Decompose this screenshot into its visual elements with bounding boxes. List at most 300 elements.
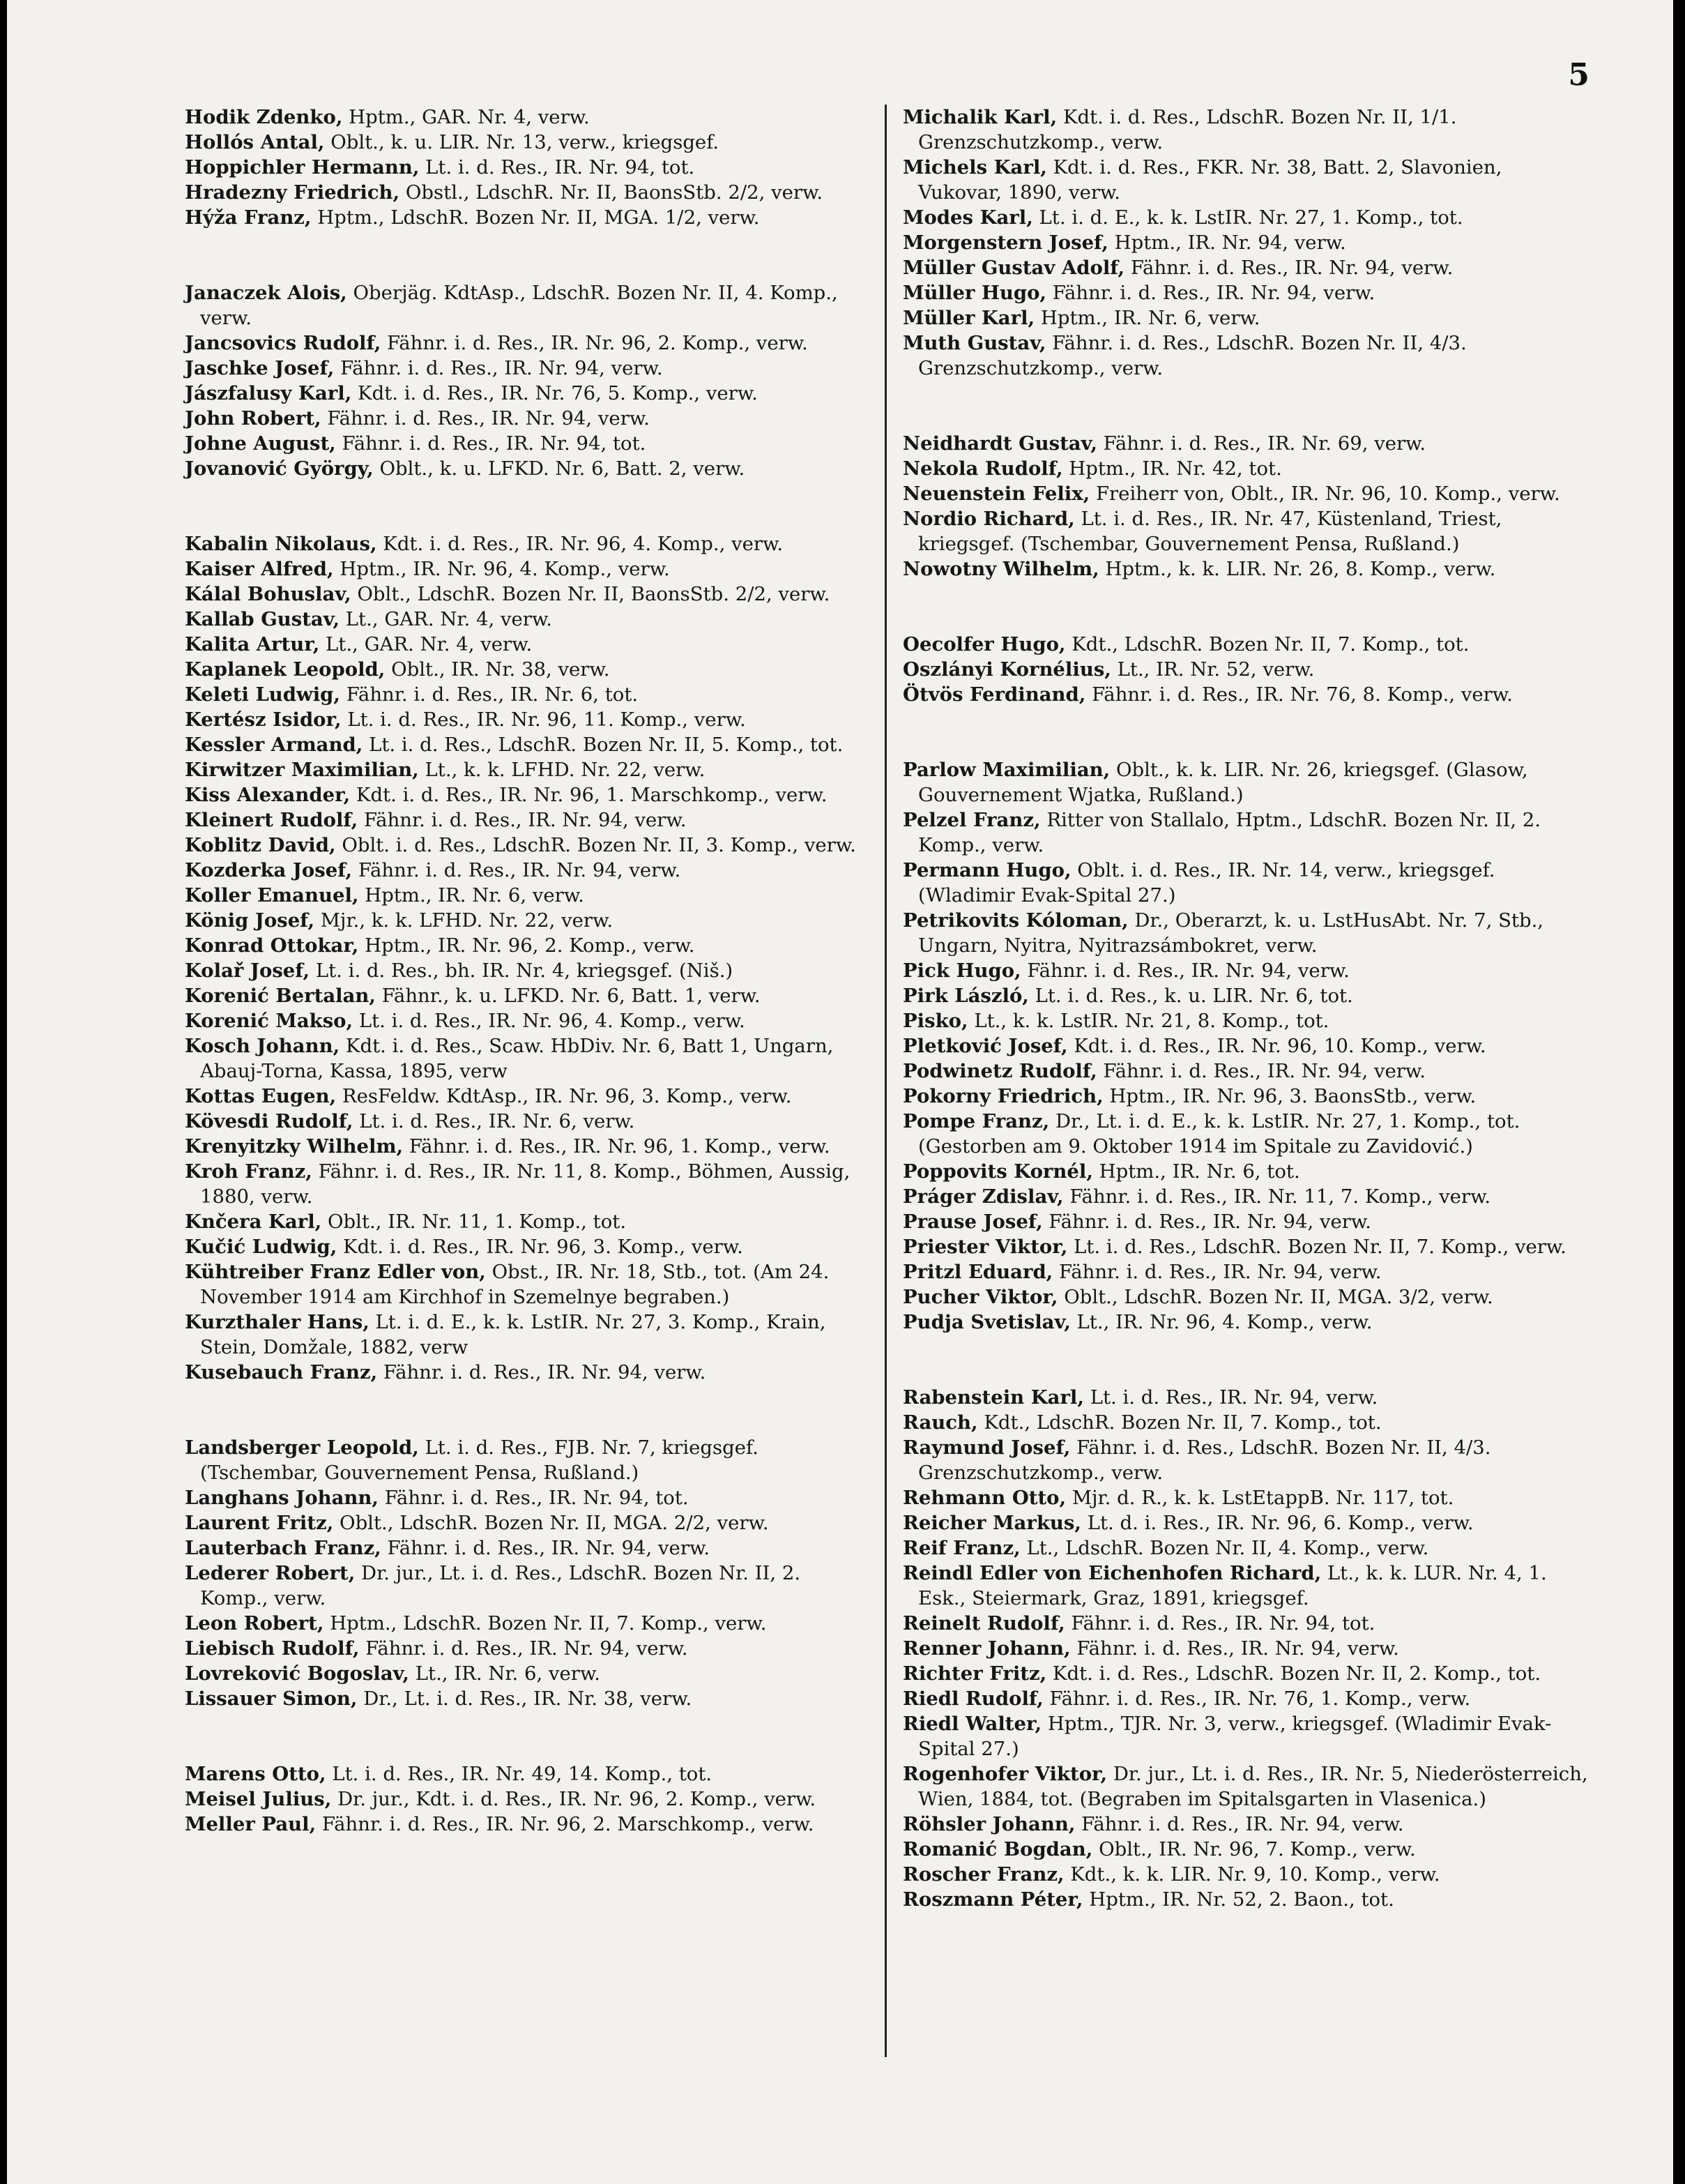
entry-details: Lt. i. d. Res., IR. Nr. 47, Küstenland, Triest, kriegsgef. (Tschembar, Gouvernement Pensa, Rußland.) — [918, 508, 1502, 555]
list-entry — [185, 1008, 871, 1033]
list-entry — [185, 883, 871, 908]
list-entry — [185, 933, 871, 958]
list-entry — [903, 1209, 1589, 1234]
entry-details: Fähnr. i. d. Res., IR. Nr. 94, verw. — [363, 809, 687, 831]
list-entry — [185, 356, 871, 381]
entry-details: Fähnr. i. d. Res., IR. Nr. 96, 2. Marschkomp., verw. — [321, 1813, 814, 1835]
entry-name: Jaschke Josef, — [185, 357, 335, 379]
list-entry — [185, 1209, 871, 1234]
entry-name: Práger Zdislav, — [903, 1185, 1064, 1208]
entry-name: Landsberger Leopold, — [185, 1436, 419, 1459]
entry-name: Koblitz David, — [185, 834, 336, 856]
entry-name: Nordio Richard, — [903, 508, 1075, 530]
entry-details: Oblt., LdschR. Bozen Nr. II, MGA. 2/2, verw. — [340, 1512, 769, 1534]
entry-details: Fähnr. i. d. Res., IR. Nr. 94, tot. — [1071, 1612, 1375, 1635]
list-entry — [903, 908, 1589, 958]
list-entry — [185, 1510, 871, 1535]
entry-details: Fähnr. i. d. Res., IR. Nr. 94, verw. — [1049, 1211, 1371, 1233]
entry-details: Kdt. i. d. Res., IR. Nr. 96, 10. Komp., verw. — [1074, 1035, 1486, 1057]
entry-details: Fähnr. i. d. Res., IR. Nr. 94, verw. — [327, 407, 650, 430]
list-entry — [903, 1033, 1589, 1059]
list-entry — [903, 1761, 1589, 1812]
list-entry — [185, 607, 871, 632]
list-entry — [185, 1033, 871, 1084]
list-entry — [903, 1435, 1589, 1485]
entry-name: Krenyitzky Wilhelm, — [185, 1135, 404, 1158]
entry-name: Modes Karl, — [903, 206, 1033, 229]
list-entry — [185, 1109, 871, 1134]
entry-details: Obstl., LdschR. Nr. II, BaonsStb. 2/2, verw. — [405, 181, 823, 204]
list-entry — [903, 1862, 1589, 1887]
section-gap — [903, 707, 1589, 757]
list-entry — [185, 1761, 871, 1787]
entry-name: Knčera Karl, — [185, 1211, 322, 1233]
list-entry — [903, 983, 1589, 1008]
entry-details: Hptm., IR. Nr. 6, verw. — [1040, 307, 1260, 329]
entry-details: Lt. i. d. Res., IR. Nr. 6, verw. — [359, 1110, 635, 1132]
list-entry — [185, 1134, 871, 1159]
entry-name: Permann Hugo, — [903, 859, 1072, 881]
list-entry — [903, 481, 1589, 506]
entry-name: Rabenstein Karl, — [903, 1386, 1084, 1409]
list-entry — [185, 858, 871, 883]
entry-name: Neuenstein Felix, — [903, 483, 1090, 505]
entry-name: Lissauer Simon, — [185, 1688, 358, 1710]
list-entry — [903, 255, 1589, 280]
entry-name: Pelzel Franz, — [903, 809, 1041, 831]
list-entry — [185, 632, 871, 657]
entry-details: Oblt., LdschR. Bozen Nr. II, MGA. 3/2, verw. — [1064, 1286, 1493, 1308]
entry-name: Roszmann Péter, — [903, 1888, 1083, 1911]
entry-name: Kalita Artur, — [185, 633, 320, 655]
entry-details: Freiherr von, Oblt., IR. Nr. 96, 10. Komp., verw. — [1095, 483, 1560, 505]
list-entry — [185, 331, 871, 356]
list-entry — [185, 431, 871, 456]
list-entry — [903, 305, 1589, 331]
entry-name: Pudja Svetislav, — [903, 1311, 1071, 1333]
entry-details: Oblt., IR. Nr. 96, 7. Komp., verw. — [1099, 1838, 1416, 1860]
entry-name: Roscher Franz, — [903, 1863, 1065, 1886]
list-entry — [185, 958, 871, 983]
list-entry — [185, 1435, 871, 1485]
entry-name: Jászfalusy Karl, — [185, 382, 352, 404]
entry-details: Fähnr. i. d. Res., IR. Nr. 94, tot. — [342, 432, 646, 455]
entry-name: Jovanović György, — [185, 457, 374, 480]
list-entry — [185, 782, 871, 807]
entry-details: Lt. d. i. Res., IR. Nr. 96, 6. Komp., verw. — [1087, 1512, 1474, 1534]
entry-details: Lt. i. d. Res., LdschR. Bozen Nr. II, 5. Komp., tot. — [369, 734, 844, 756]
column-divider — [885, 105, 887, 2057]
entry-details: Kdt. i. d. Res., IR. Nr. 96, 4. Komp., verw. — [383, 533, 784, 555]
entry-name: Morgenstern Josef, — [903, 232, 1108, 254]
entry-name: Müller Hugo, — [903, 282, 1047, 304]
list-entry — [185, 1561, 871, 1611]
entry-name: Kaiser Alfred, — [185, 558, 334, 580]
list-entry — [903, 1410, 1589, 1435]
entry-name: Oecolfer Hugo, — [903, 633, 1066, 655]
list-entry — [903, 280, 1589, 305]
entry-name: König Josef, — [185, 909, 315, 932]
list-entry — [903, 1008, 1589, 1033]
section-gap — [185, 230, 871, 280]
list-entry — [185, 908, 871, 933]
list-entry — [903, 105, 1589, 155]
entry-details: Lt. i. d. Res., IR. Nr. 49, 14. Komp., tot. — [332, 1763, 712, 1785]
entry-name: Jancsovics Rudolf, — [185, 332, 381, 354]
entry-details: Ritter von Stallalo, Hptm., LdschR. Bozen Nr. II, 2. Komp., verw. — [918, 809, 1541, 856]
entry-name: Korenić Bertalan, — [185, 985, 376, 1007]
list-entry — [903, 1234, 1589, 1259]
entry-name: Keleti Ludwig, — [185, 683, 340, 706]
entry-details: Fähnr. i. d. Res., IR. Nr. 94, verw. — [1059, 1261, 1382, 1283]
list-entry — [185, 1259, 871, 1310]
entry-name: Muth Gustav, — [903, 332, 1046, 354]
entry-name: Pirk László, — [903, 985, 1029, 1007]
list-entry — [903, 1485, 1589, 1510]
entry-details: Fähnr. i. d. Res., IR. Nr. 94, verw. — [383, 1361, 706, 1383]
entry-name: Lauterbach Franz, — [185, 1537, 381, 1559]
entry-details: Fähnr. i. d. Res., IR. Nr. 94, verw. — [1103, 1060, 1426, 1082]
entry-name: Raymund Josef, — [903, 1436, 1071, 1459]
entry-name: Kosch Johann, — [185, 1035, 340, 1057]
list-entry — [903, 958, 1589, 983]
entry-details: Mjr., k. k. LFHD. Nr. 22, verw. — [320, 909, 613, 932]
entry-name: Janaczek Alois, — [185, 282, 347, 304]
list-entry — [185, 155, 871, 180]
entry-name: Korenić Makso, — [185, 1010, 353, 1032]
entry-name: Kusebauch Franz, — [185, 1361, 378, 1383]
entry-details: Hptm., IR. Nr. 42, tot. — [1069, 457, 1282, 480]
entry-details: Hptm., IR. Nr. 96, 4. Komp., verw. — [340, 558, 670, 580]
entry-details: Fähnr. i. d. Res., IR. Nr. 11, 7. Komp., verw. — [1069, 1185, 1491, 1208]
list-entry — [903, 1284, 1589, 1310]
entry-details: Mjr. d. R., k. k. LstEtappB. Nr. 117, tot. — [1072, 1487, 1454, 1509]
list-entry — [185, 1310, 871, 1360]
entry-name: Rogenhofer Viktor, — [903, 1763, 1108, 1785]
entry-details: Fähnr. i. d. Res., IR. Nr. 94, verw. — [1052, 282, 1375, 304]
list-entry — [903, 1661, 1589, 1686]
entry-details: Oblt., k. u. LIR. Nr. 13, verw., kriegsgef. — [330, 131, 719, 153]
entry-name: Hollós Antal, — [185, 131, 325, 153]
entry-name: Kleinert Rudolf, — [185, 809, 358, 831]
list-entry — [185, 381, 871, 406]
entry-name: Hoppichler Hermann, — [185, 156, 420, 179]
list-entry — [185, 105, 871, 130]
entry-details: Hptm., LdschR. Bozen Nr. II, MGA. 1/2, verw. — [317, 206, 760, 229]
entry-details: Hptm., IR. Nr. 6, verw. — [365, 884, 584, 907]
section-gap — [903, 1335, 1589, 1385]
entry-name: Hradezny Friedrich, — [185, 181, 400, 204]
section-gap — [185, 1385, 871, 1435]
entry-name: Romanić Bogdan, — [903, 1838, 1093, 1860]
entry-name: Leon Robert, — [185, 1612, 324, 1635]
entry-details: Hptm., LdschR. Bozen Nr. II, 7. Komp., verw. — [330, 1612, 767, 1635]
entry-name: Rauch, — [903, 1411, 978, 1434]
list-entry — [903, 1259, 1589, 1284]
list-entry — [185, 1485, 871, 1510]
section-gap — [185, 1711, 871, 1761]
entry-name: Reindl Edler von Eichenhofen Richard, — [903, 1562, 1322, 1584]
entry-details: Lt. i. d. Res., IR. Nr. 94, tot. — [425, 156, 695, 179]
list-entry — [185, 732, 871, 757]
entry-name: Kirwitzer Maximilian, — [185, 759, 419, 781]
list-entry — [185, 180, 871, 205]
list-entry — [903, 1711, 1589, 1761]
entry-name: Kertész Isidor, — [185, 708, 342, 731]
entry-details: Fähnr. i. d. Res., IR. Nr. 76, 8. Komp., verw. — [1092, 683, 1513, 706]
entry-name: Kallab Gustav, — [185, 608, 340, 630]
entry-details: Kdt., k. k. LIR. Nr. 9, 10. Komp., verw. — [1070, 1863, 1440, 1886]
entry-name: Meisel Julius, — [185, 1788, 332, 1810]
list-entry — [903, 155, 1589, 205]
entry-details: Hptm., IR. Nr. 94, verw. — [1114, 232, 1346, 254]
entry-details: Lt., IR. Nr. 96, 4. Komp., verw. — [1076, 1311, 1373, 1333]
entry-details: Lt., k. k. LFHD. Nr. 22, verw. — [425, 759, 706, 781]
entry-details: Oblt., k. u. LFKD. Nr. 6, Batt. 2, verw. — [379, 457, 745, 480]
entry-name: Pritzl Eduard, — [903, 1261, 1053, 1283]
entry-name: Müller Karl, — [903, 307, 1035, 329]
entry-details: Dr. jur., Lt. i. d. Res., LdschR. Bozen Nr. II, 2. Komp., verw. — [200, 1562, 801, 1609]
entry-details: Lt. i. d. Res., k. u. LIR. Nr. 6, tot. — [1035, 985, 1353, 1007]
entry-name: Kálal Bohuslav, — [185, 583, 351, 605]
entry-details: Oblt. i. d. Res., IR. Nr. 14, verw., kriegsgef. (Wladimir Evak-Spital 27.) — [918, 859, 1495, 907]
entry-name: Oszlányi Kornélius, — [903, 658, 1111, 681]
entry-details: Fähnr. i. d. Res., IR. Nr. 94, verw. — [340, 357, 663, 379]
list-entry — [903, 456, 1589, 481]
entry-name: Langhans Johann, — [185, 1487, 379, 1509]
list-entry — [185, 983, 871, 1008]
entry-details: Fähnr. i. d. Res., IR. Nr. 94, verw. — [365, 1637, 688, 1660]
list-entry — [903, 1109, 1589, 1159]
entry-details: Kdt. i. d. Res., IR. Nr. 96, 3. Komp., verw. — [343, 1236, 743, 1258]
entry-details: Hptm., IR. Nr. 96, 3. BaonsStb., verw. — [1109, 1085, 1477, 1107]
entry-details: Fähnr. i. d. Res., IR. Nr. 94, tot. — [384, 1487, 689, 1509]
entry-name: Renner Johann, — [903, 1637, 1071, 1660]
entry-details: Fähnr. i. d. Res., IR. Nr. 94, verw. — [1081, 1813, 1404, 1835]
entry-details: Lt. i. d. Res., IR. Nr. 94, verw. — [1090, 1386, 1378, 1409]
entry-details: Oblt., IR. Nr. 11, 1. Komp., tot. — [328, 1211, 627, 1233]
entry-details: Fähnr. i. d. Res., IR. Nr. 94, verw. — [1076, 1637, 1399, 1660]
entry-name: Rehmann Otto, — [903, 1487, 1067, 1509]
entry-details: Lt., GAR. Nr. 4, verw. — [345, 608, 552, 630]
entry-name: Pokorny Friedrich, — [903, 1085, 1104, 1107]
list-entry — [185, 757, 871, 782]
entry-details: Lt., LdschR. Bozen Nr. II, 4. Komp., verw. — [1026, 1537, 1429, 1559]
entry-details: Lt., k. k. LstIR. Nr. 21, 8. Komp., tot. — [974, 1010, 1329, 1032]
entry-details: Hptm., GAR. Nr. 4, verw. — [349, 106, 590, 128]
entry-details: Dr. jur., Lt. i. d. Res., IR. Nr. 5, Niederösterreich, Wien, 1884, tot. (Begraben im Spitalsgarten in Vlasenica.) — [918, 1763, 1588, 1810]
entry-details: Lt. i. d. Res., IR. Nr. 96, 4. Komp., verw. — [358, 1010, 745, 1032]
list-entry — [185, 1636, 871, 1661]
list-entry — [185, 1234, 871, 1259]
entry-details: ResFeldw. KdtAsp., IR. Nr. 96, 3. Komp., verw. — [342, 1085, 792, 1107]
entry-details: Hptm., TJR. Nr. 3, verw., kriegsgef. (Wladimir Evak-Spital 27.) — [918, 1713, 1552, 1760]
entry-name: Kövesdi Rudolf, — [185, 1110, 353, 1132]
entry-name: Michalik Karl, — [903, 106, 1058, 128]
entry-details: Fähnr. i. d. Res., LdschR. Bozen Nr. II, 4/3. Grenzschutzkomp., verw. — [918, 332, 1467, 379]
list-entry — [903, 1887, 1589, 1912]
entry-details: Kdt., LdschR. Bozen Nr. II, 7. Komp., tot. — [984, 1411, 1382, 1434]
entry-details: Fähnr. i. d. Res., LdschR. Bozen Nr. II, 4/3. Grenzschutzkomp., verw. — [918, 1436, 1491, 1484]
list-entry — [903, 1686, 1589, 1711]
list-entry — [903, 1561, 1589, 1611]
list-entry — [185, 1812, 871, 1837]
entry-details: Hptm., k. k. LIR. Nr. 26, 8. Komp., verw. — [1105, 558, 1496, 580]
entry-details: Lt. i. d. E., k. k. LstIR. Nr. 27, 1. Komp., tot. — [1039, 206, 1463, 229]
entry-details: Kdt., LdschR. Bozen Nr. II, 7. Komp., tot. — [1072, 633, 1470, 655]
list-entry — [903, 807, 1589, 858]
entry-name: Reicher Markus, — [903, 1512, 1081, 1534]
entry-details: Fähnr. i. d. Res., IR. Nr. 94, verw. — [1027, 960, 1350, 982]
entry-name: Kühtreiber Franz Edler von, — [185, 1261, 486, 1283]
entry-details: Kdt. i. d. Res., IR. Nr. 96, 1. Marschkomp., verw. — [356, 784, 828, 806]
entry-details: Fähnr. i. d. Res., IR. Nr. 76, 1. Komp., verw. — [1049, 1688, 1471, 1710]
entry-details: Oblt. i. d. Res., LdschR. Bozen Nr. II, 3. Komp., verw. — [342, 834, 856, 856]
entry-name: Kottas Eugen, — [185, 1085, 337, 1107]
list-entry — [185, 1661, 871, 1686]
entry-name: Kučić Ludwig, — [185, 1236, 337, 1258]
list-entry — [185, 556, 871, 582]
list-entry — [903, 1159, 1589, 1184]
entry-name: Riedl Walter, — [903, 1713, 1042, 1735]
list-entry — [185, 280, 871, 331]
entry-name: Konrad Ottokar, — [185, 934, 359, 957]
entry-details: Kdt. i. d. Res., FKR. Nr. 38, Batt. 2, Slavonien, Vukovar, 1890, verw. — [918, 156, 1502, 204]
entry-name: Kolař Josef, — [185, 960, 310, 982]
entry-name: Poppovits Kornél, — [903, 1160, 1093, 1183]
entry-details: Fähnr. i. d. Res., IR. Nr. 94, verw. — [387, 1537, 710, 1559]
entry-name: Michels Karl, — [903, 156, 1047, 179]
list-entry — [185, 807, 871, 833]
list-entry — [903, 1059, 1589, 1084]
document-page — [7, 0, 1673, 2184]
list-entry — [185, 1159, 871, 1209]
entry-name: Kabalin Nikolaus, — [185, 533, 377, 555]
list-entry — [903, 1535, 1589, 1561]
entry-name: Riedl Rudolf, — [903, 1688, 1044, 1710]
entry-details: Lt., IR. Nr. 6, verw. — [415, 1662, 600, 1685]
entry-name: Röhsler Johann, — [903, 1813, 1076, 1835]
list-entry — [185, 531, 871, 556]
entry-name: Reif Franz, — [903, 1537, 1021, 1559]
page-number: 5 — [1568, 57, 1589, 93]
entry-name: Pucher Viktor, — [903, 1286, 1058, 1308]
entry-name: Laurent Fritz, — [185, 1512, 334, 1534]
list-entry — [903, 1636, 1589, 1661]
list-entry — [185, 1787, 871, 1812]
entry-name: Lederer Robert, — [185, 1562, 356, 1584]
list-entry — [903, 205, 1589, 230]
entry-name: Petrikovits Kóloman, — [903, 909, 1129, 932]
entry-name: Kurzthaler Hans, — [185, 1311, 369, 1333]
entry-details: Oberjäg. KdtAsp., LdschR. Bozen Nr. II, 4. Komp., verw. — [200, 282, 838, 329]
entry-details: Fähnr. i. d. Res., IR. Nr. 69, verw. — [1103, 432, 1426, 455]
list-entry — [185, 456, 871, 481]
entry-details: Fähnr. i. d. Res., IR. Nr. 96, 2. Komp., verw. — [387, 332, 808, 354]
entry-name: Pick Hugo, — [903, 960, 1021, 982]
entry-details: Fähnr., k. u. LFKD. Nr. 6, Batt. 1, verw. — [381, 985, 761, 1007]
list-entry — [185, 406, 871, 431]
entry-name: Pompe Franz, — [903, 1110, 1050, 1132]
list-entry — [185, 657, 871, 682]
entry-name: Richter Fritz, — [903, 1662, 1047, 1685]
entry-name: Ötvös Ferdinand, — [903, 683, 1086, 706]
entry-details: Hptm., IR. Nr. 52, 2. Baon., tot. — [1089, 1888, 1394, 1911]
left-column — [185, 105, 871, 1837]
entry-name: Prause Josef, — [903, 1211, 1043, 1233]
entry-name: Johne August, — [185, 432, 336, 455]
entry-details: Hptm., IR. Nr. 6, tot. — [1099, 1160, 1300, 1183]
list-entry — [903, 331, 1589, 381]
list-entry — [185, 205, 871, 230]
entry-name: Hýža Franz, — [185, 206, 312, 229]
entry-name: Kiss Alexander, — [185, 784, 351, 806]
entry-details: Lt. i. d. Res., IR. Nr. 96, 11. Komp., verw. — [347, 708, 746, 731]
list-entry — [903, 230, 1589, 255]
entry-details: Kdt. i. d. Res., LdschR. Bozen Nr. II, 2. Komp., tot. — [1052, 1662, 1541, 1685]
list-entry — [903, 1385, 1589, 1410]
entry-details: Dr., Lt. i. d. Res., IR. Nr. 38, verw. — [363, 1688, 692, 1710]
entry-details: Lt., IR. Nr. 52, verw. — [1117, 658, 1315, 681]
entry-details: Fähnr. i. d. Res., IR. Nr. 6, tot. — [346, 683, 639, 706]
entry-name: Nekola Rudolf, — [903, 457, 1063, 480]
entry-name: Koller Emanuel, — [185, 884, 359, 907]
entry-name: Kaplanek Leopold, — [185, 658, 386, 681]
list-entry — [903, 757, 1589, 807]
section-gap — [185, 481, 871, 531]
entry-name: Hodik Zdenko, — [185, 106, 343, 128]
entry-name: Reinelt Rudolf, — [903, 1612, 1065, 1635]
entry-details: Oblt., LdschR. Bozen Nr. II, BaonsStb. 2/2, verw. — [357, 583, 830, 605]
list-entry — [903, 1084, 1589, 1109]
list-entry — [185, 1360, 871, 1385]
entry-name: Podwinetz Rudolf, — [903, 1060, 1097, 1082]
entry-details: Kdt. i. d. Res., LdschR. Bozen Nr. II, 1/1. Grenzschutzkomp., verw. — [918, 106, 1457, 153]
list-entry — [903, 858, 1589, 908]
entry-details: Fähnr. i. d. Res., IR. Nr. 94, verw. — [358, 859, 681, 881]
section-gap — [903, 381, 1589, 431]
section-gap — [903, 582, 1589, 632]
list-entry — [185, 1611, 871, 1636]
list-entry — [185, 1535, 871, 1561]
entry-details: Lt. i. d. Res., FJB. Nr. 7, kriegsgef. (Tschembar, Gouvernement Pensa, Rußland.) — [200, 1436, 758, 1484]
entry-name: Marens Otto, — [185, 1763, 326, 1785]
list-entry — [185, 1686, 871, 1711]
list-entry — [903, 1184, 1589, 1209]
entry-name: Müller Gustav Adolf, — [903, 257, 1125, 279]
list-entry — [903, 657, 1589, 682]
entry-details: Dr., Lt. i. d. E., k. k. LstIR. Nr. 27, 1. Komp., tot. (Gestorben am 9. Oktober 1914 im Spitale zu Zavidović.) — [918, 1110, 1520, 1158]
entry-details: Kdt. i. d. Res., IR. Nr. 76, 5. Komp., verw. — [358, 382, 758, 404]
entry-details: Oblt., k. k. LIR. Nr. 26, kriegsgef. (Glasow, Gouvernement Wjatka, Rußland.) — [918, 759, 1528, 806]
entry-name: Meller Paul, — [185, 1813, 317, 1835]
list-entry — [903, 1837, 1589, 1862]
list-entry — [903, 431, 1589, 456]
entry-details: Kdt. i. d. Res., Scaw. HbDiv. Nr. 6, Batt 1, Ungarn, Abauj-Torna, Kassa, 1895, verw — [200, 1035, 834, 1082]
entry-details: Lt. i. d. Res., bh. IR. Nr. 4, kriegsgef. (Niš.) — [315, 960, 733, 982]
entry-name: Parlow Maximilian, — [903, 759, 1111, 781]
entry-name: Liebisch Rudolf, — [185, 1637, 360, 1660]
entry-details: Lt. i. d. Res., LdschR. Bozen Nr. II, 7. Komp., verw. — [1074, 1236, 1566, 1258]
entry-name: Lovreković Bogoslav, — [185, 1662, 409, 1685]
list-entry — [185, 833, 871, 858]
entry-details: Oblt., IR. Nr. 38, verw. — [391, 658, 610, 681]
list-entry — [185, 682, 871, 707]
entry-name: Priester Viktor, — [903, 1236, 1068, 1258]
list-entry — [903, 632, 1589, 657]
entry-details: Lt. i. d. E., k. k. LstIR. Nr. 27, 3. Komp., Krain, Stein, Domžale, 1882, verw — [200, 1311, 826, 1358]
entry-details: Fähnr. i. d. Res., IR. Nr. 94, verw. — [1130, 257, 1454, 279]
